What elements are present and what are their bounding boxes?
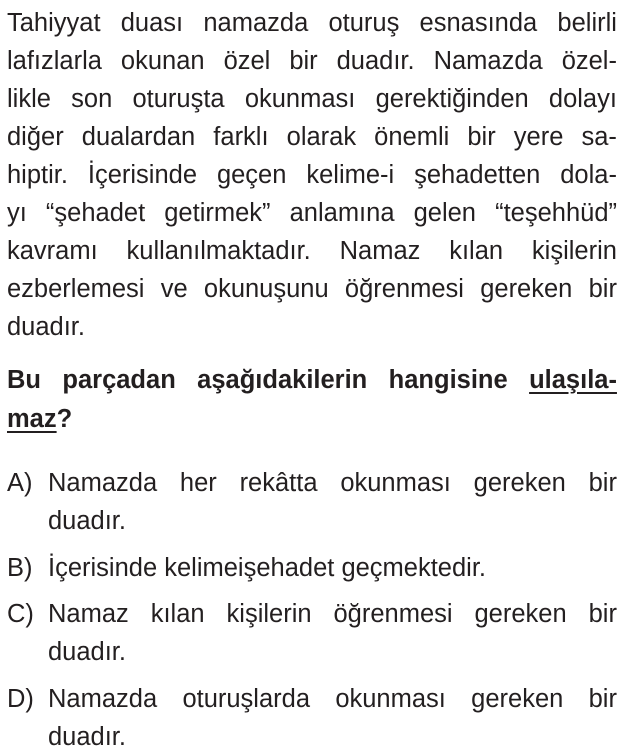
word: gereken: [474, 600, 567, 628]
word: gereken: [471, 685, 564, 713]
word: aşağıdakilerin: [197, 366, 368, 394]
word: öğrenmesi: [333, 600, 453, 628]
option-letter: A): [7, 469, 33, 497]
word: okunması: [335, 685, 446, 713]
word: kullanılmaktadır.: [126, 237, 311, 265]
passage-line: [7, 274, 617, 304]
option-text-cont: duadır.: [48, 507, 126, 535]
word: özel: [223, 47, 271, 75]
word: olarak: [286, 123, 357, 151]
word: okunması: [244, 85, 356, 113]
passage-line: [7, 236, 617, 266]
word: “şehadet: [45, 199, 146, 227]
word: Namaz: [339, 237, 421, 265]
word: Namaz: [48, 600, 129, 628]
word: geçen: [216, 161, 287, 189]
word: namazda: [203, 9, 309, 37]
option-letter: C): [7, 600, 34, 628]
word: farklı: [213, 123, 269, 151]
word: parçadan: [62, 366, 176, 394]
word: diğer: [7, 123, 64, 151]
word: okunması: [340, 469, 451, 497]
word: ezberlemesi: [7, 275, 145, 303]
question-line: [7, 365, 617, 395]
word: kişilerin: [531, 237, 617, 265]
word: okunuşunu: [203, 275, 329, 303]
word: Bu: [7, 366, 41, 394]
word: bir: [467, 123, 496, 151]
word: oturuş: [328, 9, 400, 37]
word: gereken: [473, 469, 566, 497]
word: lafızlarla: [7, 47, 102, 75]
word: belirli: [557, 9, 617, 37]
word: yı: [7, 199, 27, 227]
word: bir: [289, 47, 318, 75]
word: ve: [160, 275, 188, 303]
word: okunan: [120, 47, 205, 75]
passage-line: [7, 198, 617, 228]
word: kılan: [150, 600, 205, 628]
word: esnasında: [419, 9, 538, 37]
word: özel-: [561, 47, 617, 75]
word: her: [179, 469, 217, 497]
passage-line: [7, 122, 617, 152]
underlined-word: maz: [7, 405, 57, 433]
option-text: [48, 599, 617, 629]
option-text: [48, 684, 617, 714]
word: kavramı: [7, 237, 98, 265]
word: bir: [588, 275, 617, 303]
option-text-cont: duadır.: [48, 723, 126, 751]
underlined-word: ulaşıla-: [529, 366, 617, 394]
word: dolayı: [548, 85, 617, 113]
word: İçerisinde: [87, 161, 198, 189]
word: önemli: [374, 123, 450, 151]
option-letter: D): [7, 685, 34, 713]
word: “teşehhüd”: [495, 199, 617, 227]
word: kılan: [449, 237, 504, 265]
option-text: [48, 553, 617, 583]
passage-line: [7, 160, 617, 190]
word: gereken: [480, 275, 573, 303]
passage-line: [7, 84, 617, 114]
passage-line: [7, 8, 617, 38]
passage-line: [7, 46, 617, 76]
word: Namazda: [48, 685, 158, 713]
word: gerektiğinden: [375, 85, 529, 113]
word: hangisine: [388, 366, 508, 394]
word: geçmektedir.: [341, 554, 487, 582]
word: sa-: [581, 123, 617, 151]
word: anlamına: [289, 199, 395, 227]
word: dualardan: [81, 123, 196, 151]
word: şehadetten: [414, 161, 541, 189]
word: öğrenmesi: [344, 275, 464, 303]
word: likle: [7, 85, 51, 113]
word: gelen: [413, 199, 476, 227]
word: İçerisinde: [48, 554, 158, 582]
passage-line: [7, 312, 617, 342]
word: duası: [120, 9, 184, 37]
word: yere: [513, 123, 564, 151]
word: bir: [588, 600, 617, 628]
word: getirmek”: [164, 199, 271, 227]
word: hiptir.: [7, 161, 68, 189]
word: Namazda: [433, 47, 543, 75]
option-letter: B): [7, 554, 33, 582]
option-text: [48, 468, 617, 498]
word: duadır.: [336, 47, 415, 75]
word: bir: [588, 685, 617, 713]
word: son: [71, 85, 113, 113]
word: duadır.: [7, 313, 85, 341]
question-mark: ?: [56, 405, 73, 433]
word: kelimeişehadet: [164, 554, 335, 582]
word: Tahiyyat: [7, 9, 101, 37]
word: kelime-i: [306, 161, 395, 189]
word: Namazda: [48, 469, 158, 497]
word: rekâtta: [239, 469, 318, 497]
word: bir: [588, 469, 617, 497]
option-text-cont: duadır.: [48, 638, 126, 666]
word: oturuşlarda: [182, 685, 311, 713]
word: dola-: [560, 161, 617, 189]
word: oturuşta: [132, 85, 225, 113]
question-line: [7, 404, 617, 434]
word: kişilerin: [226, 600, 312, 628]
